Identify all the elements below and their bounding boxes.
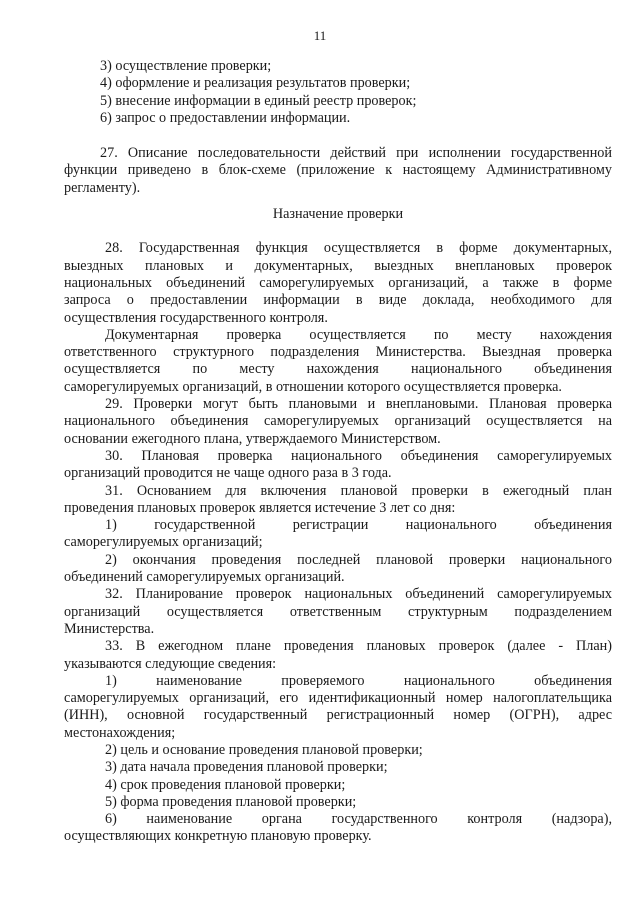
paragraph-33-item-line: (ИНН), основной государственный регистрационный номер (ОГРН), адрес [64, 707, 612, 724]
paragraph-28-line: 28. Государственная функция осуществляется в форме документарных, [105, 240, 612, 257]
paragraph-33-item-line: местонахождения; [64, 724, 176, 741]
paragraph-30-line: 30. Плановая проверка национального объединения саморегулируемых [105, 447, 612, 464]
paragraph-33-line: 33. В ежегодном плане проведения плановых проверок (далее - План) [105, 638, 612, 655]
paragraph-32-line: 32. Планирование проверок национальных объединений саморегулируемых [105, 586, 612, 603]
paragraph-29-line: 29. Проверки могут быть плановыми и внеплановыми. Плановая проверка [105, 396, 612, 413]
paragraph-28-line: запроса о предоставлении информации в виде доклада, необходимого для [64, 292, 612, 309]
paragraph-31-line: 31. Основанием для включения плановой проверки в ежегодный план [105, 482, 612, 499]
list-item: 6) запрос о предоставлении информации. [100, 109, 351, 126]
paragraph-32-line: Министерства. [64, 620, 155, 637]
paragraph-31-item-line: саморегулируемых организаций; [64, 534, 263, 551]
paragraph-33-item-line: 1) наименование проверяемого национального объединения [105, 672, 612, 689]
paragraph-33-item-line: 6) наименование органа государственного контроля (надзора), [105, 811, 612, 828]
paragraph-28-line: осуществления государственного контроля. [64, 309, 328, 326]
paragraph-31-line: проведения плановых проверок является истечение 3 лет со дня: [64, 499, 456, 516]
paragraph-28-line: выездных плановых и документарных, выездных внеплановых проверок [64, 257, 612, 274]
paragraph-31-item-line: 2) окончания проведения последней плановой проверки национального [105, 551, 612, 568]
paragraph-31-item-line: объединений саморегулируемых организаций. [64, 569, 345, 586]
paragraph-28-line: национальных объединений саморегулируемых организаций, а также в форме [64, 274, 612, 291]
paragraph-28b-line: Документарная проверка осуществляется по месту нахождения [105, 326, 612, 343]
paragraph-33-line: указываются следующие сведения: [64, 655, 277, 672]
paragraph-27-line: функции приведено в блок-схеме (приложение к настоящему Административному [64, 162, 612, 179]
paragraph-30-line: организаций проводится не чаще одного раза в 3 года. [64, 465, 392, 482]
list-item: 5) внесение информации в единый реестр проверок; [100, 92, 417, 109]
paragraph-33-item-line: осуществляющих конкретную плановую проверку. [64, 828, 372, 845]
paragraph-33-item-line: 2) цель и основание проведения плановой проверки; [105, 741, 423, 758]
paragraph-32-line: организаций осуществляется ответственным структурным подразделением [64, 603, 612, 620]
paragraph-31-item-line: 1) государственной регистрации национального объединения [105, 517, 612, 534]
paragraph-28b-line: ответственного структурного подразделения Министерства. Выездная проверка [64, 344, 612, 361]
paragraph-33-item-line: 4) срок проведения плановой проверки; [105, 776, 346, 793]
paragraph-27-line: регламенту). [64, 179, 141, 196]
paragraph-28b-line: саморегулируемых организаций, в отношении которого осуществляется проверка. [64, 378, 562, 395]
document-body [64, 58, 612, 846]
section-heading: Назначение проверки [272, 206, 404, 223]
paragraph-33-item-line: саморегулируемых организаций, его идентификационный номер налогоплательщика [64, 690, 612, 707]
page-number: 11 [313, 28, 327, 43]
paragraph-28b-line: осуществляется по месту нахождения национального объединения [64, 361, 612, 378]
paragraph-29-line: национального объединения саморегулируемых организаций осуществляется на [64, 413, 612, 430]
list-item: 3) осуществление проверки; [100, 58, 272, 74]
paragraph-33-item-line: 3) дата начала проведения плановой проверки; [105, 759, 388, 776]
paragraph-33-item-line: 5) форма проведения плановой проверки; [105, 793, 357, 810]
list-item: 4) оформление и реализация результатов проверки; [100, 75, 411, 92]
paragraph-29-line: основании ежегодного плана, утверждаемого Министерством. [64, 430, 441, 447]
paragraph-27-line: 27. Описание последовательности действий при исполнении государственной [100, 145, 612, 162]
